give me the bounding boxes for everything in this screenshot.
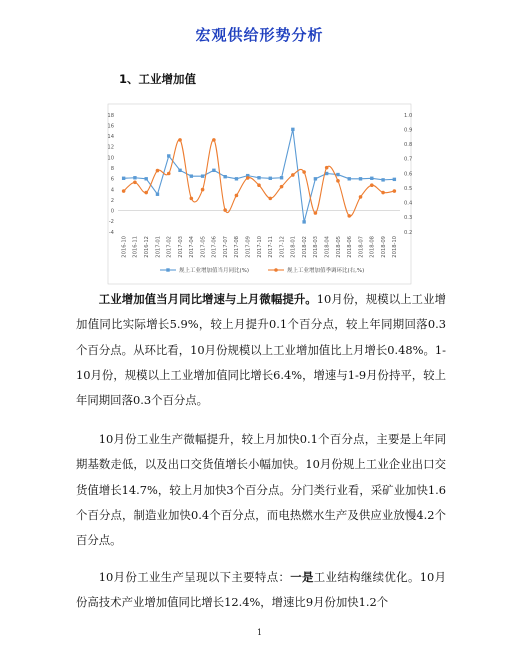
x-tick-label: 2017-01	[155, 236, 162, 258]
series-2-point	[280, 185, 284, 189]
series-1-point	[302, 220, 305, 223]
x-tick-label: 2017-05	[200, 236, 207, 258]
x-tick-label: 2018-04	[324, 236, 331, 258]
x-tick-label: 2018-05	[335, 236, 342, 258]
series-1-point	[314, 177, 317, 180]
series-1-point	[133, 176, 136, 179]
x-tick-label: 2016-10	[121, 236, 128, 258]
page-number: 1	[256, 628, 263, 637]
series-2-point	[156, 169, 160, 173]
series-2-point	[291, 173, 295, 177]
series-1-point	[212, 169, 215, 172]
series-1-point	[280, 176, 283, 179]
y-left-tick-label: 12	[107, 144, 114, 151]
series-2-point	[190, 197, 194, 201]
y-left-tick-label: 4	[110, 187, 114, 194]
series-1-point	[348, 177, 351, 180]
paragraph-3	[76, 565, 446, 616]
series-2-point	[212, 138, 216, 142]
x-tick-label: 2017-04	[189, 236, 196, 258]
chart-layer	[107, 113, 413, 274]
paragraph-1	[76, 287, 446, 413]
y-right-tick-label: 1.0	[404, 112, 413, 119]
series-2-point	[133, 180, 137, 184]
x-tick-label: 2018-06	[347, 236, 354, 258]
series-1-point	[122, 177, 125, 180]
series-2-point	[336, 179, 340, 183]
x-tick-label: 2017-09	[245, 236, 252, 258]
industrial-value-added-chart	[0, 0, 519, 290]
y-left-tick-label: -4	[108, 229, 114, 236]
y-left-tick-label: 6	[110, 176, 114, 183]
series-line-1	[124, 129, 395, 222]
y-left-tick-label: 2	[110, 197, 114, 204]
paragraph-3-lead: 一是	[290, 570, 314, 584]
series-2-point	[122, 189, 126, 193]
series-2-point	[302, 170, 306, 174]
x-tick-label: 2018-10	[392, 236, 399, 258]
series-2-point	[144, 191, 148, 195]
series-1-point	[257, 176, 260, 179]
y-left-tick-label: 10	[107, 155, 114, 162]
x-tick-label: 2016-11	[132, 236, 139, 258]
paragraph-1-text: 10月份，规模以上工业增加值同比实际增长5.9%，较上月提升0.1个百分点，较上年同期回落0.3个百分点。从环比看，10月份规模以上工业增加值比上月增长0.48%。1-10月份，规模以上工业增加值同比增长6.4%，增速与1-9月份持平，较上年同期回落0.3个百分点。	[76, 292, 446, 408]
series-2-point	[235, 194, 239, 198]
y-right-tick-label: 0.7	[404, 156, 413, 163]
legend-marker-2	[274, 268, 278, 272]
series-2-point	[178, 138, 182, 142]
x-tick-label: 2017-12	[279, 236, 286, 258]
y-right-tick-label: 0.9	[404, 127, 413, 134]
series-1-point	[269, 177, 272, 180]
y-right-tick-label: 0.2	[404, 229, 413, 236]
series-1-point	[223, 175, 226, 178]
series-2-point	[223, 208, 227, 212]
x-tick-label: 2016-12	[144, 236, 150, 258]
x-tick-label: 2017-11	[268, 236, 275, 258]
series-1-point	[291, 128, 294, 131]
y-right-tick-label: 0.4	[404, 200, 413, 207]
legend-label-2: 规上工业增加值季调环比(右,%)	[287, 268, 365, 274]
y-left-tick-label: 14	[107, 134, 114, 141]
x-tick-label: 2017-02	[166, 236, 173, 258]
series-1-point	[156, 193, 159, 196]
x-tick-label: 2018-02	[301, 236, 308, 258]
series-2-point	[257, 183, 261, 187]
series-2-point	[167, 172, 171, 176]
series-1-point	[381, 178, 384, 181]
y-right-tick-label: 0.5	[404, 185, 413, 192]
paragraph-1-lead: 工业增加值当月同比增速与上月微幅提升。	[98, 292, 317, 306]
x-tick-label: 2018-09	[380, 236, 387, 258]
series-2-point	[246, 176, 250, 180]
series-1-point	[359, 177, 362, 180]
series-1-point	[167, 154, 170, 157]
paragraph-2	[76, 427, 446, 553]
x-tick-label: 2017-06	[211, 236, 218, 258]
x-tick-label: 2018-08	[369, 236, 376, 258]
series-1-point	[393, 178, 396, 181]
series-2-point	[370, 183, 374, 187]
x-tick-label: 2017-10	[256, 236, 263, 258]
x-tick-label: 2018-03	[313, 236, 320, 258]
paragraph-3-text-2: 工业结构继续优化。10月份高技术产业增加值同比增长12.4%，增速比9月份加快1.2个	[76, 570, 446, 610]
legend-label-1: 规上工业增加值当月同比(%)	[179, 268, 250, 274]
series-1-point	[336, 173, 339, 176]
series-1-point	[178, 169, 181, 172]
series-1-point	[190, 174, 193, 177]
y-right-tick-label: 0.6	[404, 171, 413, 178]
section-heading: 1、工业增加值	[119, 72, 197, 86]
y-left-tick-label: 8	[110, 165, 114, 172]
document-title: 宏观供给形势分析	[195, 26, 324, 44]
y-left-tick-label: 16	[107, 123, 114, 130]
series-1-point	[370, 177, 373, 180]
x-tick-label: 2017-08	[234, 236, 241, 258]
x-tick-label: 2017-03	[177, 236, 184, 258]
series-1-point	[201, 174, 204, 177]
x-tick-label: 2017-07	[222, 236, 229, 258]
y-left-tick-label: -2	[108, 219, 114, 226]
series-2-point	[359, 195, 363, 199]
series-2-point	[325, 166, 329, 170]
legend-marker-1	[166, 268, 169, 271]
series-2-point	[381, 191, 385, 195]
series-2-point	[393, 189, 397, 193]
series-2-point	[314, 211, 318, 215]
series-2-point	[201, 188, 205, 192]
series-1-point	[145, 177, 148, 180]
y-right-tick-label: 0.3	[404, 215, 413, 222]
paragraph-2-text: 10月份工业生产微幅提升，较上月加快0.1个百分点，主要是上年同期基数走低，以及出口交货值增长小幅加快。10月份规上工业企业出口交货值增长14.7%，较上月加快3个百分点。分门类行业看，采矿业加快1.6个百分点，制造业加快0.4个百分点，而电热燃水生产及供应业放慢4.2个百分点。	[76, 432, 446, 548]
x-tick-label: 2018-01	[290, 236, 297, 258]
paragraph-3-text: 10月份工业生产呈现以下主要特点：	[98, 570, 291, 584]
y-left-tick-label: 18	[107, 112, 114, 119]
y-left-tick-label: 0	[110, 208, 114, 215]
x-tick-label: 2018-07	[358, 236, 365, 258]
y-right-tick-label: 0.8	[404, 142, 413, 149]
series-2-point	[268, 197, 272, 201]
series-2-point	[347, 214, 351, 218]
series-1-point	[235, 177, 238, 180]
